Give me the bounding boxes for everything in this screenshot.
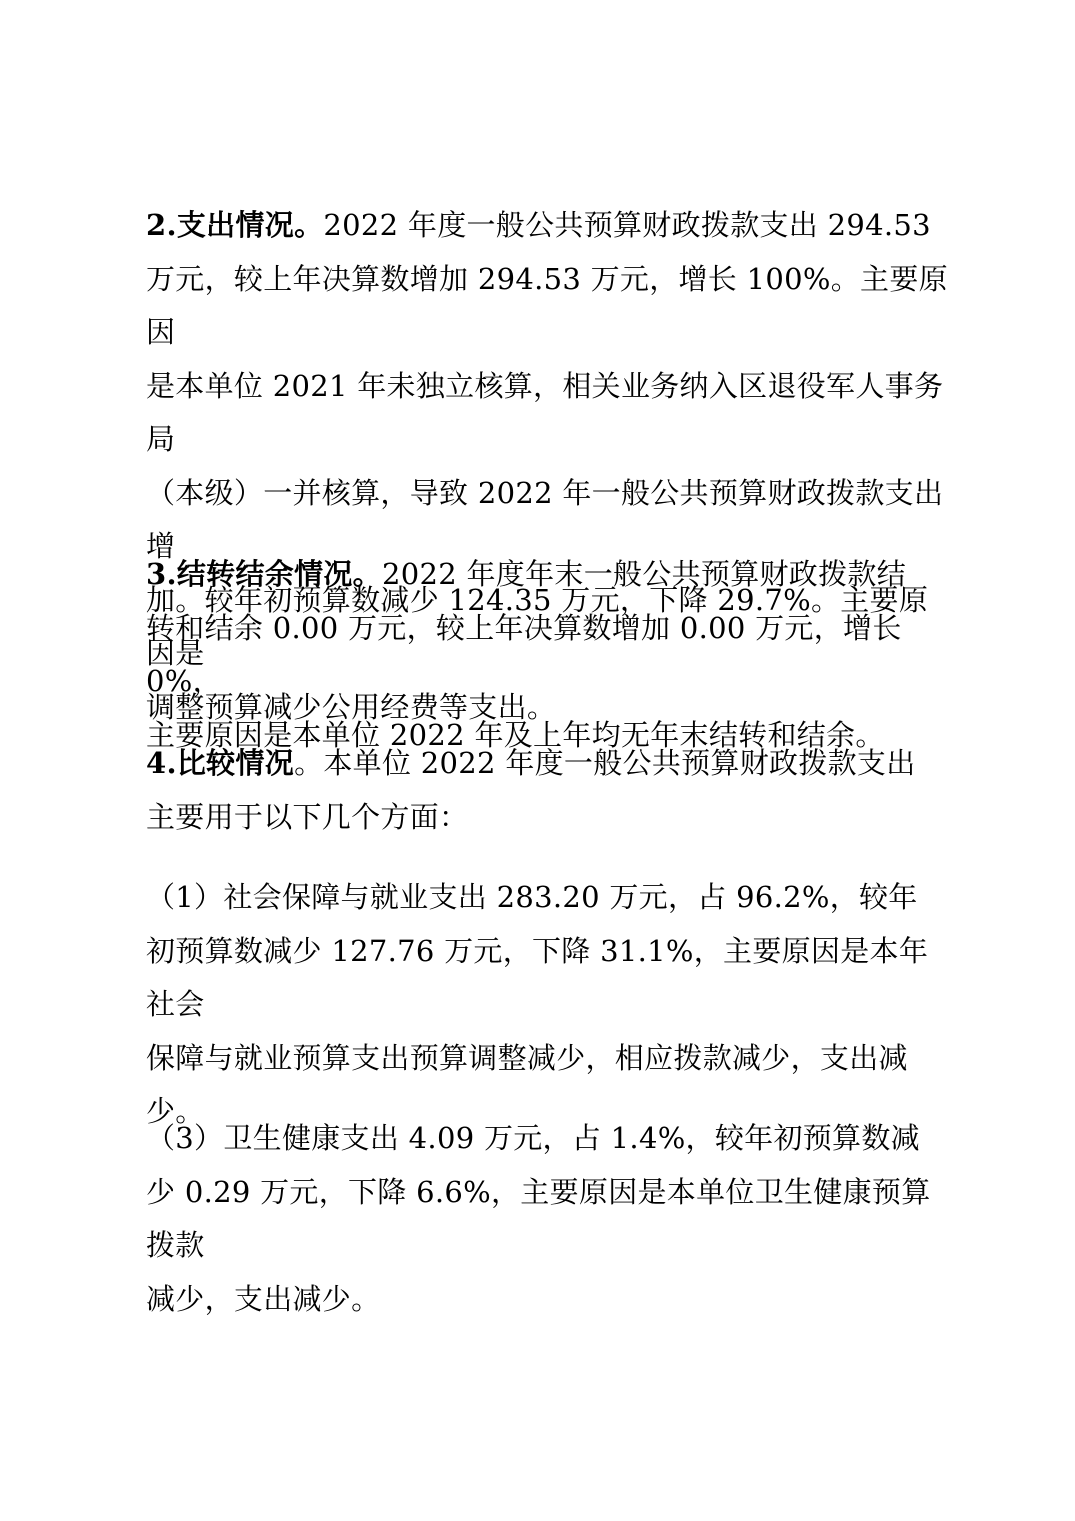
paragraph-body: 2022 年度年末一般公共预算财政拨款结 转和结余 0.00 万元，较上年决算数增加 0.00 万元，增长 0%， 主要原因是本单位 2022 年及上年均无年末结转和结余。 — [146, 557, 907, 752]
paragraph-carryover — [146, 548, 956, 762]
paragraph-heading: 3.结转结余情况。 — [146, 557, 382, 591]
paragraph-body: （3）卫生健康支出 4.09 万元，占 1.4%，较年初预算数减 少 0.29 万元，下降 6.6%，主要原因是本单位卫生健康预算拨款 减少，支出减少。 — [146, 1121, 931, 1316]
paragraph-comparison — [146, 737, 956, 844]
paragraph-body: 。本单位 2022 年度一般公共预算财政拨款支出 主要用于以下几个方面： — [146, 746, 916, 834]
paragraph-health — [146, 1112, 956, 1326]
paragraph-social-security — [146, 871, 956, 1139]
paragraph-heading: 2.支出情况。 — [146, 208, 324, 242]
paragraph-body: 2022 年度一般公共预算财政拨款支出 294.53 万元，较上年决算数增加 294.53 万元，增长 100%。主要原因 是本单位 2021 年未独立核算，相关业务纳入区退役军人事务局 （本级）一并核算，导致 2022 年一般公共预算财政拨款支出增 加。较年初预算数减少 124.35 万元，下降 29.7%。主要原因是 调整预算减少公用经费等支出。 — [146, 208, 948, 724]
paragraph-body: （1）社会保障与就业支出 283.20 万元，占 96.2%，较年 初预算数减少 127.76 万元，下降 31.1%，主要原因是本年社会 保障与就业预算支出预算调整减少，相应拨款减少，支出减 少。 — [146, 880, 929, 1128]
paragraph-heading: 4.比较情况 — [146, 746, 295, 780]
